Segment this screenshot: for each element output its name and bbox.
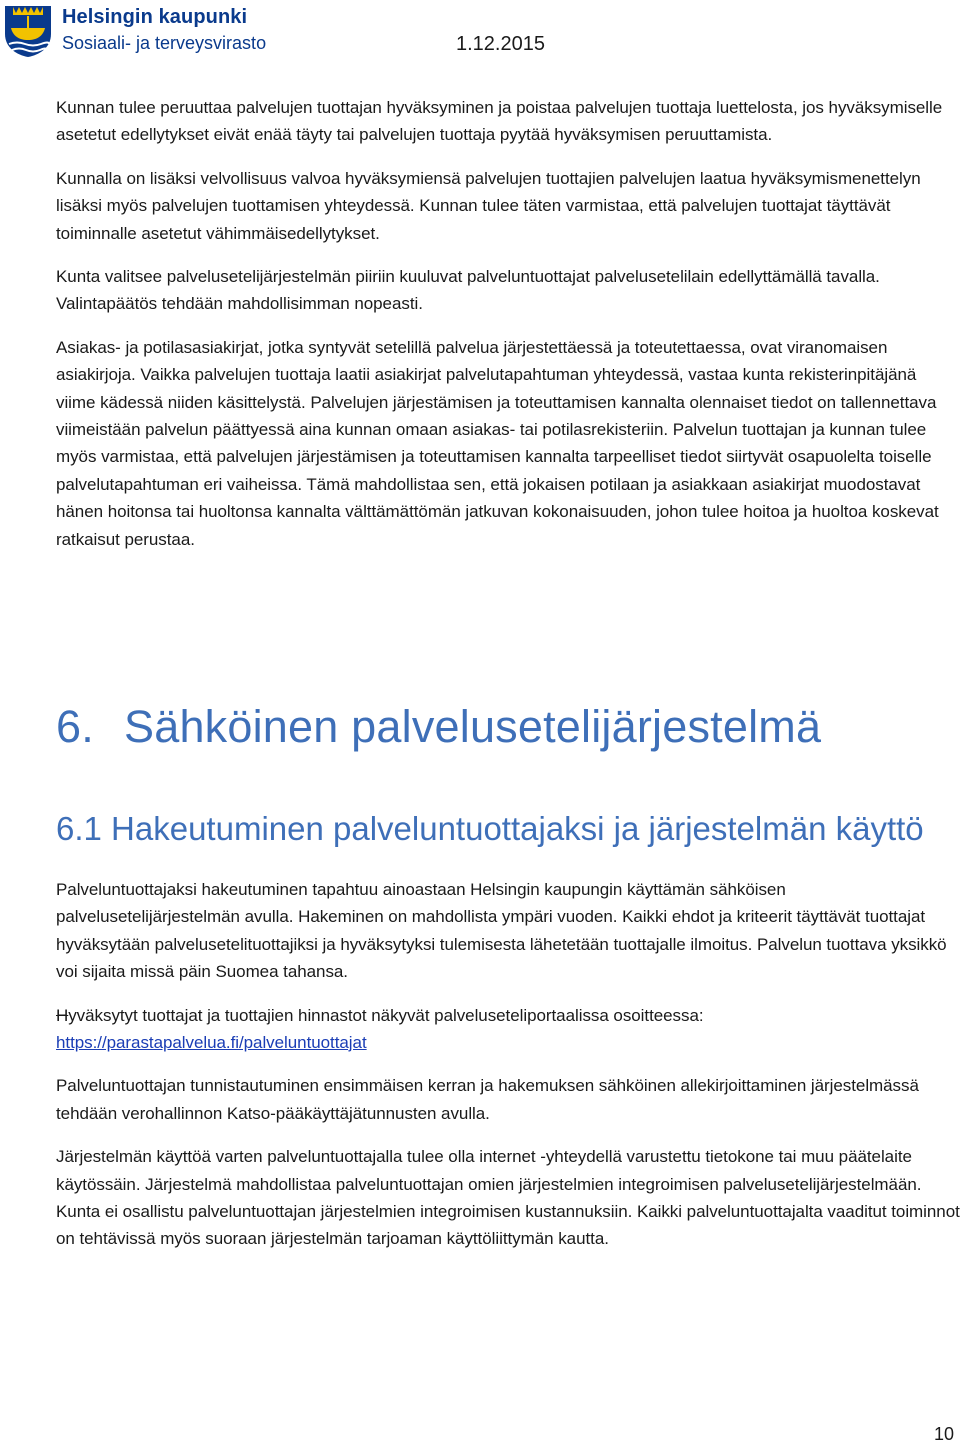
provider-portal-link[interactable]: https://parastapalvelua.fi/palveluntuottajat [56,1033,367,1053]
section-title: Sähköinen palvelusetelijärjestelmä [124,701,822,752]
organization-name: Helsingin kaupunki [62,6,248,28]
paragraph: Kunnan tulee peruuttaa palvelujen tuottajan hyväksyminen ja poistaa palvelujen tuottaja luettelosta, jos hyväksymiselle asetetut edellytykset eivät enää täyty tai palvelujen tuottaja pyytää hyväksymisen peruuttamista. [56,98,943,145]
document-date: 1.12.2015 [456,33,545,55]
section-heading [56,701,821,753]
paragraph: Järjestelmän käyttöä varten palveluntuottajalla tulee olla internet -yhteydellä varustettu tietokone tai muu päätelaite käytössäin. Järjestelmä mahdollistaa palveluntuottajan omien järjestelmien integroimisen palvelusetelijärjestelmään. Kunta ei osallistu palveluntuottajan järjestelmien integroimisen kustannuksiin. Kaikki palveluntuottajalta vaaditut toiminnot on tehtävissä myös suoraan järjestelmän tarjoaman käyttöliittymän kautta. [56,1147,960,1249]
paragraph: Palveluntuottajan tunnistautuminen ensimmäisen kerran ja hakemuksen sähköinen allekirjoittaminen järjestelmässä tehdään verohallinnon Katso-pääkäyttäjätunnusten avulla. [56,1076,919,1123]
document-body [56,94,960,1249]
paragraph-text: yväksytyt tuottajat ja tuottajien hinnastot näkyvät palveluseteliportaalissa osoitteessa: [68,1005,704,1025]
department-name: Sosiaali- ja terveysvirasto [62,33,267,53]
paragraph: Palveluntuottajaksi hakeutuminen tapahtuu ainoastaan Helsingin kaupungin käyttämän sähköisen palvelusetelijärjestelmän avulla. Hakeminen on mahdollista ympäri vuoden. Kaikki ehdot ja kriteerit täyttävät tuottajat hyväksytään palvelusetelituottajiksi ja hyväksytyksi tulemisesta lähetetään tuottajalle ilmoitus. Palvelun tuottava yksikkö voi sijaita missä päin Suomea tahansa. [56,880,947,982]
subsection-heading: 6.1 Hakeutuminen palveluntuottajaksi ja järjestelmän käyttö [56,810,924,847]
paragraph: Kunta valitsee palvelusetelijärjestelmän piiriin kuuluvat palveluntuottajat palvelusetelilain edellyttämällä tavalla. Valintapäätös tehdään mahdollisimman nopeasti. [56,267,880,314]
paragraph: Asiakas- ja potilasasiakirjat, jotka syntyvät setelillä palvelua järjestettäessä ja toteutettaessa, ovat viranomaisen asiakirjoja. Vaikka palvelujen tuottaja laatii asiakirjat palvelutapahtuman yhteydessä, vastaa kunta rekisterinpitäjänä viime kädessä niiden käsittelystä. Palvelujen järjestämisen ja toteuttamisen kannalta olennaiset tiedot on tallennettava viimeistään palvelun päättyessä aina kunnan omaan asiakas- tai potilasrekisteriin. Palvelun tuottajan ja kunnan tulee myös varmistaa, että palvelujen järjestämisen ja toteuttamisen kannalta tarpeelliset tiedot siirtyvät osapuolelta toiselle palvelutapahtuman eri vaiheissa. Tämä mahdollistaa sen, että jokaisen potilaan ja asiakkaan asiakirjat muodostavat hänen hoitonsa tai huoltonsa kannalta välttämättömän jatkuvan kokonaisuuden, johon tulee hoitoa ja huoltoa koskevat ratkaisut perustaa. [56,337,939,549]
section-number: 6. [56,701,94,752]
paragraph: Kunnalla on lisäksi velvollisuus valvoa hyväksymiensä palvelujen tuottajien palvelujen laatua hyväksymismenettelyn lisäksi myös palvelujen tuottamisen yhteydessä. Kunnan tulee täten varmistaa, että palvelujen tuottajat täyttävät toiminnalle asetetut vähimmäisedellytykset. [56,168,921,243]
helsinki-crest-icon [3,4,53,58]
page-number: 10 [934,1424,955,1444]
struck-character: H [56,1005,69,1025]
paragraph-with-link [56,1002,960,1057]
section-body [56,876,960,1269]
page-header [0,0,960,62]
